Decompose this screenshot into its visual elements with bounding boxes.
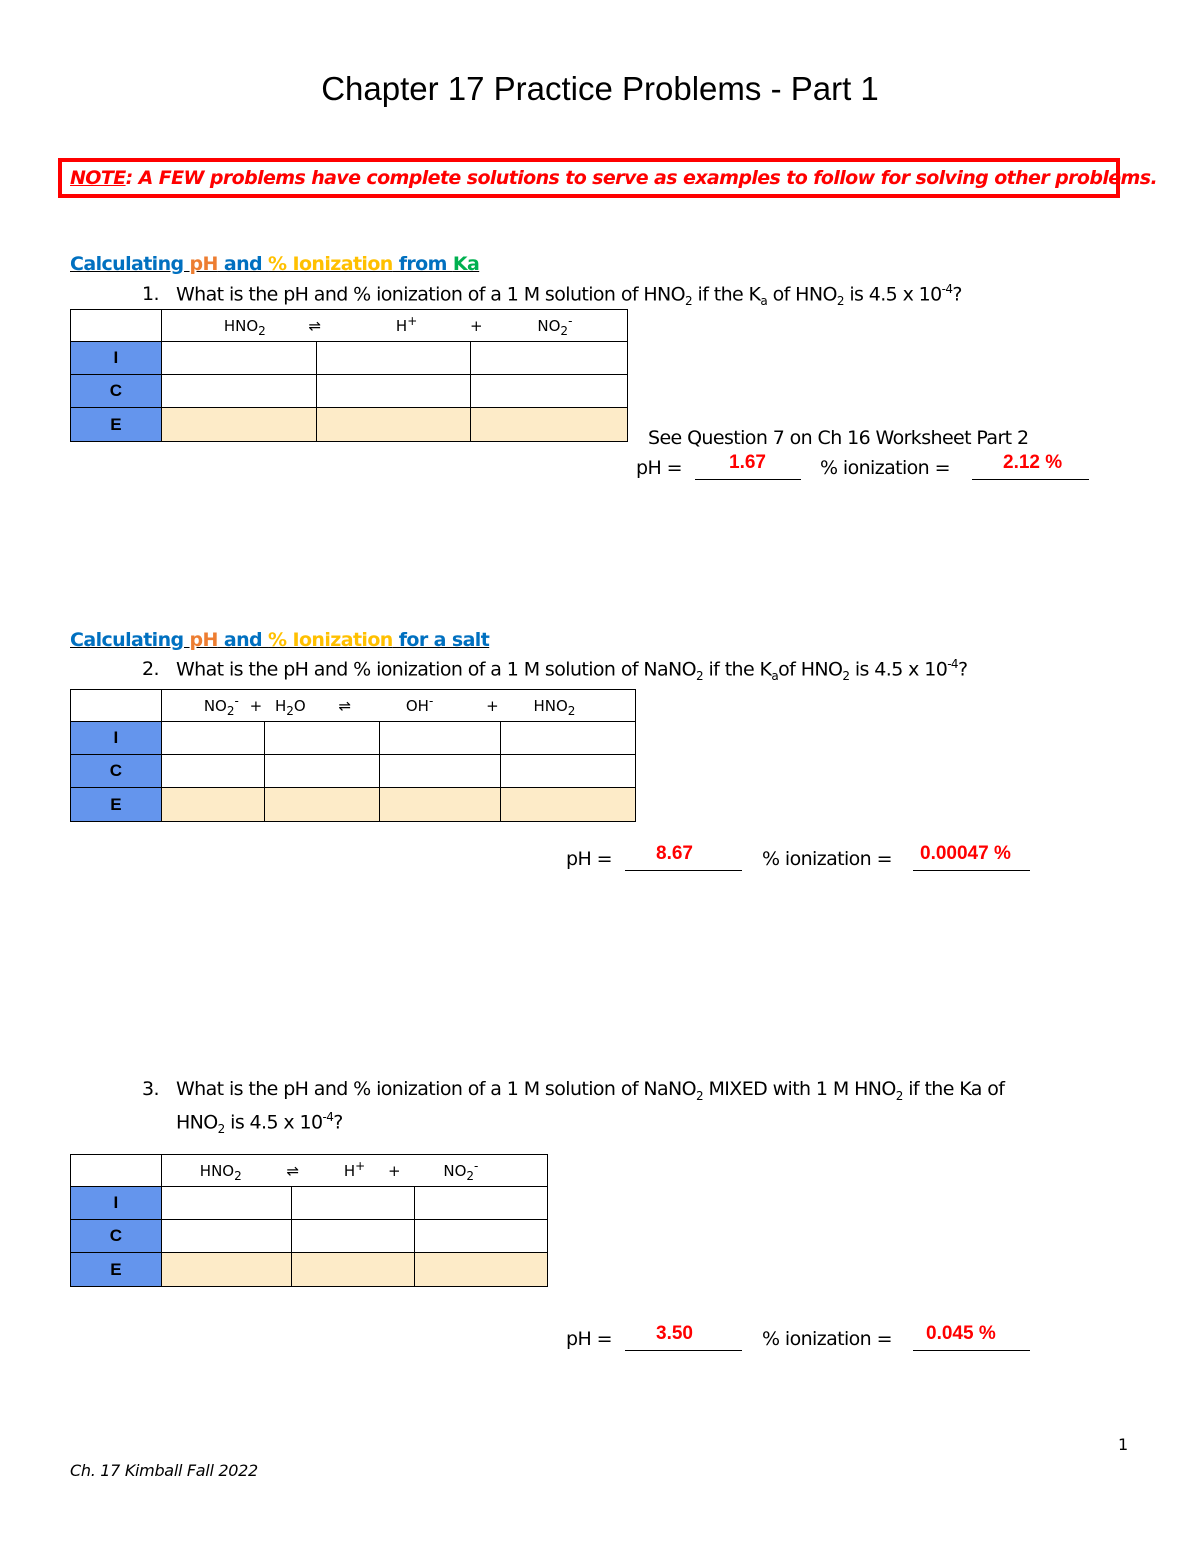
question-number: 3. (142, 1078, 159, 1100)
plus-sign: + (249, 696, 263, 715)
subscript: 2 (567, 703, 576, 718)
species-text: OH (405, 696, 429, 715)
question-text: if the Ka of (902, 1078, 1005, 1100)
superscript: -4 (941, 282, 953, 296)
ice-row-change (71, 375, 628, 408)
ice-cell[interactable] (501, 755, 636, 788)
subscript: 2 (234, 1168, 242, 1183)
ice-cell[interactable] (264, 722, 380, 755)
ph-answer: 3.50 (656, 1323, 693, 1344)
ice-table-1 (70, 309, 628, 442)
ph-answer-line (625, 869, 742, 871)
superscript: - (474, 1158, 479, 1173)
species-text: HNO (533, 696, 568, 715)
ice-cell[interactable] (291, 1253, 415, 1287)
subscript: 2 (696, 669, 704, 684)
subscript: 2 (685, 294, 693, 309)
subscript: 2 (696, 1088, 704, 1103)
subscript: 2 (217, 1122, 225, 1137)
species (537, 314, 572, 338)
row-label-i: I (71, 722, 162, 755)
ph-label: pH = (566, 848, 612, 870)
ice-row-change (71, 1220, 548, 1253)
ice-header-row (71, 1155, 548, 1187)
heading-word: Calculating (70, 253, 190, 275)
question-text: HNO (176, 1111, 218, 1134)
heading-word: for a salt (392, 629, 490, 651)
species-text: NO (537, 316, 561, 335)
ice-cell[interactable] (161, 375, 316, 408)
superscript: - (428, 693, 434, 708)
ph-answer-line (625, 1349, 742, 1351)
ice-cell[interactable] (161, 1187, 291, 1220)
row-label-e: E (71, 1253, 162, 1287)
question-text: What is the pH and % ionization of a 1 M solution of NaNO (176, 1078, 696, 1100)
ionization-answer: 2.12 % (1003, 452, 1063, 473)
ionization-answer: 0.045 % (926, 1323, 996, 1344)
heading-word: and (217, 629, 269, 651)
ice-cell[interactable] (501, 788, 636, 822)
ice-row-initial (71, 722, 636, 755)
heading-word: Calculating (70, 629, 190, 651)
question-text: is 4.5 x 10 (843, 283, 942, 306)
ice-cell[interactable] (380, 755, 501, 788)
ph-label: pH = (636, 457, 682, 479)
ionization-label: % ionization = (762, 848, 892, 870)
ice-row-equilibrium (71, 1253, 548, 1287)
heading-word: Ka (452, 253, 480, 275)
footer-text: Ch. 17 Kimball Fall 2022 (70, 1461, 258, 1480)
empty-header-cell (71, 1155, 162, 1187)
subscript: 2 (466, 1168, 475, 1183)
question-2 (142, 657, 967, 683)
ionization-answer-line (913, 869, 1030, 871)
subscript: 2 (286, 703, 294, 718)
ice-cell[interactable] (415, 1187, 548, 1220)
question-text: is 4.5 x 10 (224, 1111, 323, 1134)
ice-cell[interactable] (161, 408, 316, 442)
ph-label: pH = (566, 1328, 612, 1350)
question-text: of HNO (767, 283, 837, 306)
ice-row-initial (71, 342, 628, 375)
empty-header-cell (71, 310, 162, 342)
row-label-c: C (71, 375, 162, 408)
heading-word: % Ionization (268, 629, 393, 651)
subscript: 2 (258, 323, 266, 338)
superscript: + (407, 313, 418, 328)
page-number: 1 (1118, 1435, 1129, 1454)
species-text: HNO (223, 316, 259, 335)
question-1 (142, 282, 962, 308)
ice-cell[interactable] (161, 722, 264, 755)
question-number: 2. (142, 658, 159, 681)
section2-heading (70, 629, 489, 651)
question-text: if the K (703, 658, 772, 681)
ice-cell[interactable] (316, 375, 471, 408)
ice-cell[interactable] (264, 788, 380, 822)
ice-cell[interactable] (471, 408, 628, 442)
species (204, 694, 239, 718)
species (443, 1159, 478, 1183)
question-text: What is the pH and % ionization of a 1 M solution of HNO (176, 283, 686, 306)
plus-sign: + (486, 696, 499, 715)
ice-table-3 (70, 1154, 548, 1287)
equilibrium-arrow: ⇌ (286, 1161, 300, 1180)
superscript: - (234, 693, 239, 708)
empty-header-cell (71, 690, 162, 722)
superscript: -4 (947, 657, 958, 671)
ice-table-2 (70, 689, 636, 822)
ionization-answer-line (913, 1349, 1030, 1351)
ice-cell[interactable] (471, 375, 628, 408)
species-text: NO (443, 1161, 467, 1180)
note-body: : A FEW problems have complete solutions to serve as examples to follow for solving other problems. (125, 167, 1158, 189)
equilibrium-arrow: ⇌ (338, 696, 352, 715)
reference-note: See Question 7 on Ch 16 Worksheet Part 2 (648, 427, 1029, 449)
row-label-c: C (71, 755, 162, 788)
superscript: + (355, 1158, 366, 1173)
ice-cell[interactable] (380, 722, 501, 755)
ice-row-equilibrium (71, 408, 628, 442)
ice-cell[interactable] (291, 1220, 415, 1253)
species-text: H (274, 696, 287, 715)
species (200, 1162, 242, 1183)
ph-answer-line (695, 478, 801, 480)
species (406, 694, 433, 715)
species (224, 317, 266, 338)
ph-answer: 8.67 (656, 843, 693, 864)
page-title: Chapter 17 Practice Problems - Part 1 (321, 70, 879, 107)
species (533, 697, 575, 718)
ice-cell[interactable] (380, 788, 501, 822)
question-text: if the K (692, 283, 761, 306)
superscript: - (568, 313, 573, 328)
plus-sign: + (388, 1161, 401, 1180)
reaction-equation (161, 1155, 547, 1187)
subscript: 2 (226, 703, 235, 718)
ice-cell[interactable] (161, 1220, 291, 1253)
species-text: NO (203, 696, 227, 715)
ionization-answer-line (972, 478, 1089, 480)
subscript: 2 (842, 669, 850, 684)
ice-row-initial (71, 1187, 548, 1220)
heading-word: and (217, 253, 269, 275)
subscript: a (771, 669, 779, 684)
reaction-equation (161, 690, 635, 722)
ice-cell[interactable] (291, 1187, 415, 1220)
equilibrium-arrow: ⇌ (308, 316, 322, 335)
reaction-equation (161, 310, 627, 342)
ice-row-equilibrium (71, 788, 636, 822)
ice-cell[interactable] (161, 755, 264, 788)
superscript: -4 (322, 1110, 334, 1124)
note-label: NOTE (70, 167, 126, 189)
ice-cell[interactable] (161, 1253, 291, 1287)
ice-cell[interactable] (501, 722, 636, 755)
row-label-i: I (71, 1187, 162, 1220)
question-3-line2 (176, 1110, 343, 1136)
subscript: a (760, 294, 768, 309)
question-text: MIXED with 1 M HNO (703, 1078, 896, 1100)
ionization-label: % ionization = (762, 1328, 892, 1350)
question-text: ? (957, 658, 968, 681)
row-label-c: C (71, 1220, 162, 1253)
ice-cell[interactable] (415, 1253, 548, 1287)
subscript: 2 (560, 323, 569, 338)
row-label-e: E (71, 788, 162, 822)
question-number: 1. (142, 283, 159, 306)
question-text: ? (952, 283, 962, 306)
subscript: 2 (895, 1088, 903, 1103)
heading-word: % Ionization (268, 253, 393, 275)
row-label-e: E (71, 408, 162, 442)
species-text: O (293, 696, 306, 715)
ice-cell[interactable] (415, 1220, 548, 1253)
species (344, 1159, 365, 1180)
heading-word: from (392, 253, 453, 275)
question-3 (142, 1078, 1004, 1103)
species (275, 697, 306, 718)
ice-cell[interactable] (316, 408, 471, 442)
ice-cell[interactable] (471, 342, 628, 375)
ice-cell[interactable] (316, 342, 471, 375)
ph-answer: 1.67 (729, 452, 766, 473)
question-text: of HNO (778, 658, 843, 681)
ice-cell[interactable] (264, 755, 380, 788)
species-text: H (343, 1161, 356, 1180)
row-label-i: I (71, 342, 162, 375)
ice-row-change (71, 755, 636, 788)
plus-sign: + (470, 316, 483, 335)
species-text: HNO (199, 1161, 235, 1180)
species-text: H (395, 316, 408, 335)
ice-header-row (71, 310, 628, 342)
ice-cell[interactable] (161, 342, 316, 375)
heading-word: pH (189, 253, 218, 275)
question-text: ? (333, 1111, 343, 1134)
ionization-answer: 0.00047 % (920, 843, 1011, 864)
question-text: What is the pH and % ionization of a 1 M solution of NaNO (176, 658, 696, 681)
species (396, 314, 417, 335)
ionization-label: % ionization = (820, 457, 950, 479)
heading-word: pH (189, 629, 218, 651)
question-text: is 4.5 x 10 (849, 658, 948, 681)
note-text (70, 167, 1157, 189)
ice-header-row (71, 690, 636, 722)
section1-heading (70, 253, 479, 275)
ice-cell[interactable] (161, 788, 264, 822)
subscript: 2 (836, 294, 844, 309)
